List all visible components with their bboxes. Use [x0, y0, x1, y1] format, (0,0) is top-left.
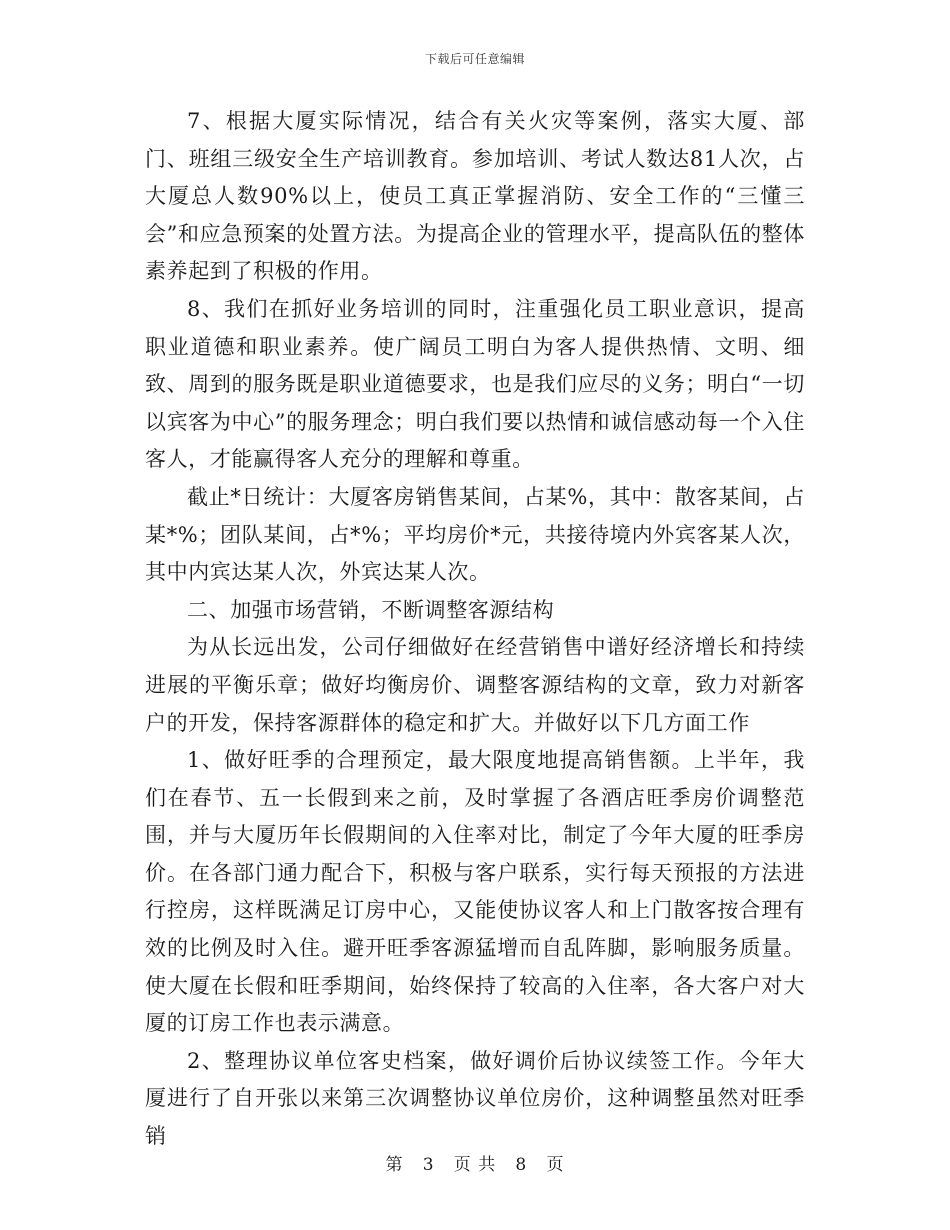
page-number-current: 3 [422, 1155, 435, 1175]
footer-middle: 页 共 [453, 1155, 497, 1175]
page-footer [0, 1154, 950, 1176]
paragraph-item-2: 2、整理协议单位客史档案，做好调价后协议续签工作。今年大厦进行了自开张以来第三次调整协议单位房价，这种调整虽然对旺季销 [145, 1048, 805, 1149]
page-header: 下载后可任意编辑 [424, 52, 525, 66]
paragraph-item-1: 1、做好旺季的合理预定，最大限度地提高销售额。上半年，我们在春节、五一长假到来之前，及时掌握了各酒店旺季房价调整范围，并与大厦历年长假期间的入住率对比，制定了今年大厦的旺季房价。在各部门通力配合下，积极与客户联系，实行每天预报的方法进行控房，这样既满足订房中心，又能使协议客人和上门散客按合理有效的比例及时入住。避开旺季客源猛增而自乱阵脚，影响服务质量。使大厦在长假和旺季期间，始终保持了较高的入住率，各大客户对大厦的订房工作也表示满意。 [145, 748, 805, 1036]
document-body [145, 103, 805, 1156]
section-heading: 二、加强市场营销，不断调整客源结构 [187, 597, 555, 622]
footer-suffix: 页 [546, 1155, 565, 1175]
paragraph-statistics: 截止*日统计：大厦客房销售某间，占某%，其中：散客某间，占某*%；团队某间，占*%；平均房价*元，共接待境内外宾客某人次，其中内宾达某人次，外宾达某人次。 [145, 484, 805, 585]
footer-prefix: 第 [385, 1155, 404, 1175]
paragraph-intro: 为从长远出发，公司仔细做好在经营销售中谱好经济增长和持续进展的平衡乐章；做好均衡房价、调整客源结构的文章，致力对新客户的开发，保持客源群体的稳定和扩大。并做好以下几方面工作 [145, 635, 805, 735]
page-number-total: 8 [515, 1155, 528, 1175]
paragraph-item-8: 8、我们在抓好业务培训的同时，注重强化员工职业意识，提高职业道德和职业素养。使广阔员工明白为客人提供热情、文明、细致、周到的服务既是职业道德要求，也是我们应尽的义务；明白“一切以宾客为中心”的服务理念；明白我们要以热情和诚信感动每一个入住客人，才能赢得客人充分的理解和尊重。 [145, 296, 805, 472]
paragraph-item-7: 7、根据大厦实际情况，结合有关火灾等案例，落实大厦、部门、班组三级安全生产培训教育。参加培训、考试人数达81人次，占大厦总人数90%以上，使员工真正掌握消防、安全工作的“三懂三会”和应急预案的处置方法。为提高企业的管理水平，提高队伍的整体素养起到了积极的作用。 [145, 109, 805, 284]
